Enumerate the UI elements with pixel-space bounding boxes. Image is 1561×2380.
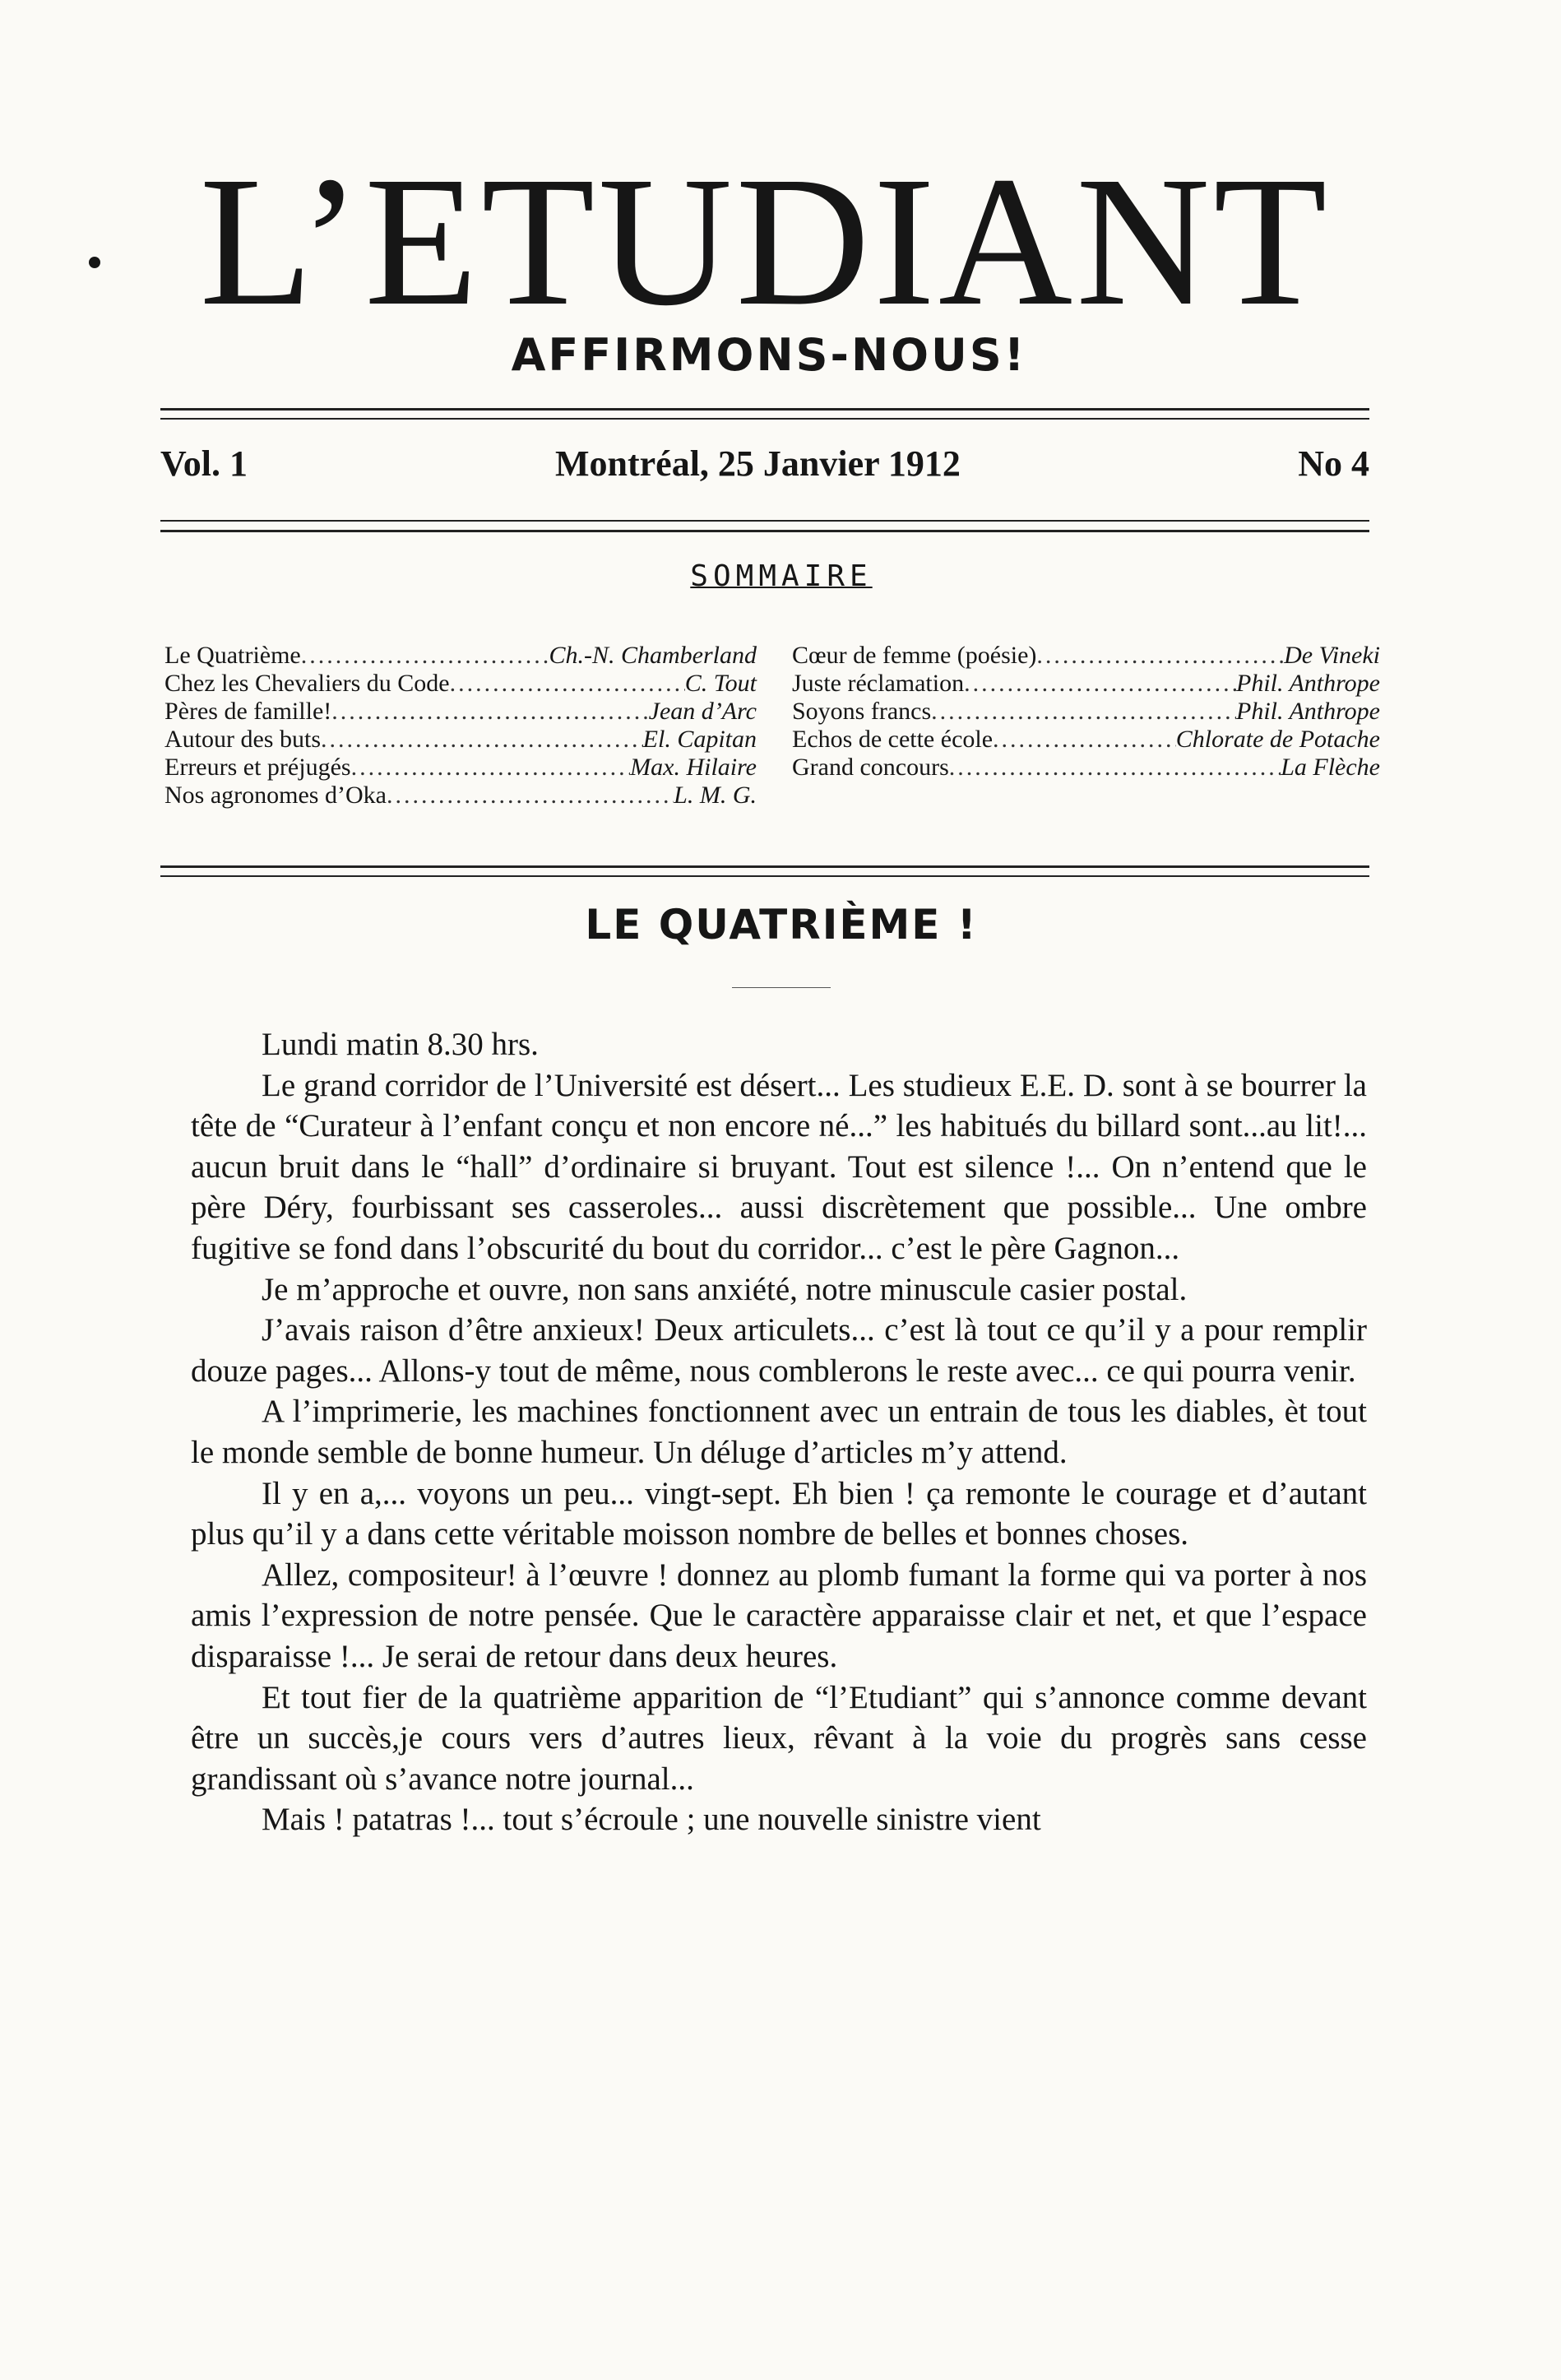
toc-entry-author: L. M. G. — [674, 782, 757, 809]
toc-entry — [164, 642, 757, 670]
toc-entry-title: Grand concours — [792, 754, 949, 781]
toc-entry-author: El. Capitan — [642, 726, 757, 753]
toc-entry-author: Phil. Anthrope — [1236, 670, 1380, 697]
toc-entry-title: Cœur de femme (poésie) — [792, 642, 1037, 669]
masthead-motto: AFFIRMONS-NOUS! — [511, 329, 1027, 381]
toc-leader — [301, 642, 549, 670]
toc-entry-title: Echos de cette école — [792, 726, 994, 753]
article-paragraph: Mais ! patatras !... tout s’écroule ; une nouvelle sinistre vient — [262, 1802, 1041, 1838]
toc-entry-author: Max. Hilaire — [630, 754, 757, 781]
toc-entry — [792, 726, 1380, 754]
toc-leader — [450, 670, 685, 698]
toc-left-column — [164, 642, 757, 810]
article-paragraph: J’avais raison d’être anxieux! Deux articulets... c’est là tout ce qu’il y a pour remplir douze pages... Allons-y tout de même, nous comblerons le reste avec... ce qui pourra venir. — [191, 1312, 1367, 1389]
toc-leader — [931, 698, 1236, 726]
toc-entry-author: C. Tout — [684, 670, 757, 697]
masthead-title: L’ETUDIANT — [199, 138, 1331, 344]
toc-entry-author: Phil. Anthrope — [1236, 698, 1380, 725]
issue-line — [160, 443, 1369, 492]
toc-entry — [792, 642, 1380, 670]
article-paragraph: Allez, compositeur! à l’œuvre ! donnez au plomb fumant la forme qui va porter à nos amis l’expression de notre pensée. Que le caractère apparaisse clair et net, et que l’espace disparaisse !... Je serai de retour dans deux heures. — [191, 1557, 1367, 1674]
toc-leader — [387, 782, 674, 810]
toc-leader — [993, 726, 1176, 754]
article-paragraph: Il y en a,... voyons un peu... vingt-sept. Eh bien ! ça remonte le courage et d’autant plus qu’il y a dans cette véritable moisson nombre de belles et bonnes choses. — [191, 1475, 1367, 1552]
toc-entry-author: Chlorate de Potache — [1175, 726, 1380, 753]
toc-entry-title: Soyons francs — [792, 698, 932, 725]
toc-entry — [792, 698, 1380, 726]
article-paragraph: Le grand corridor de l’Université est désert... Les studieux E.E. D. sont à se bourrer la tête de “Curateur à l’enfant conçu et non encore né...” les habitués du billard sont...au lit!... aucun bruit dans le “hall” d’ordinaire si bruyant. Tout est silence !... On n’entend que le père Déry, fourbissant ses casseroles... aussi discrètement que possible... Une ombre fugitive se fond dans l’obscurité du bout du corridor... c’est le père Gagnon... — [191, 1067, 1367, 1266]
toc-entry-author: La Flèche — [1281, 754, 1380, 781]
rule-mid-2 — [160, 530, 1369, 532]
toc-entry-title: Autour des buts — [164, 726, 321, 753]
sommaire-heading: SOMMAIRE — [690, 559, 873, 593]
toc-leader — [351, 754, 631, 782]
rule-bottom-2 — [160, 875, 1369, 877]
rule-top-2 — [160, 418, 1369, 420]
toc-entry — [164, 726, 757, 754]
toc-leader — [321, 726, 643, 754]
toc-right-column — [792, 642, 1380, 782]
toc-entry — [164, 782, 757, 810]
toc-entry-author: Ch.-N. Chamberland — [549, 642, 757, 669]
article-title: LE QUATRIÈME ! — [585, 901, 978, 949]
toc-leader — [964, 670, 1236, 698]
article-paragraph: A l’imprimerie, les machines fonctionnent avec un entrain de tous les diables, èt tout le monde semble de bonne humeur. Un déluge d’articles m’y attend. — [191, 1394, 1367, 1470]
rule-bottom-1 — [160, 865, 1369, 868]
toc-entry — [164, 670, 757, 698]
place-date: Montréal, 25 Janvier 1912 — [555, 443, 961, 484]
toc-entry-title: Nos agronomes d’Oka — [164, 782, 387, 809]
article-paragraph: Lundi matin 8.30 hrs. — [262, 1027, 539, 1062]
toc-entry — [164, 698, 757, 726]
toc-entry-title: Chez les Chevaliers du Code — [164, 670, 450, 697]
toc-entry-title: Pères de famille! — [164, 698, 332, 725]
toc-entry-author: De Vineki — [1284, 642, 1380, 669]
title-separator — [732, 987, 831, 988]
toc-leader — [331, 698, 648, 726]
article-body — [191, 1024, 1367, 1840]
volume-label: Vol. 1 — [160, 443, 248, 484]
toc-leader — [1036, 642, 1284, 670]
toc-entry — [792, 754, 1380, 782]
toc-entry — [164, 754, 757, 782]
rule-mid-1 — [160, 520, 1369, 522]
toc-entry-title: Juste réclamation — [792, 670, 965, 697]
toc-entry-title: Le Quatrième — [164, 642, 301, 669]
rule-top-1 — [160, 408, 1369, 411]
article-paragraph: Je m’approche et ouvre, non sans anxiété, notre minuscule casier postal. — [262, 1271, 1188, 1307]
article-paragraph: Et tout fier de la quatrième apparition de “l’Etudiant” qui s’annonce comme devant être un succès,je cours vers d’autres lieux, rêvant à la voie du progrès sans cesse grandissant où s’avance notre journal... — [191, 1679, 1367, 1797]
issue-number: No 4 — [1298, 443, 1369, 484]
toc-entry-author: Jean d’Arc — [648, 698, 757, 725]
toc-entry — [792, 670, 1380, 698]
toc-entry-title: Erreurs et préjugés — [164, 754, 351, 781]
toc-leader — [949, 754, 1281, 782]
ink-dot — [89, 257, 100, 268]
